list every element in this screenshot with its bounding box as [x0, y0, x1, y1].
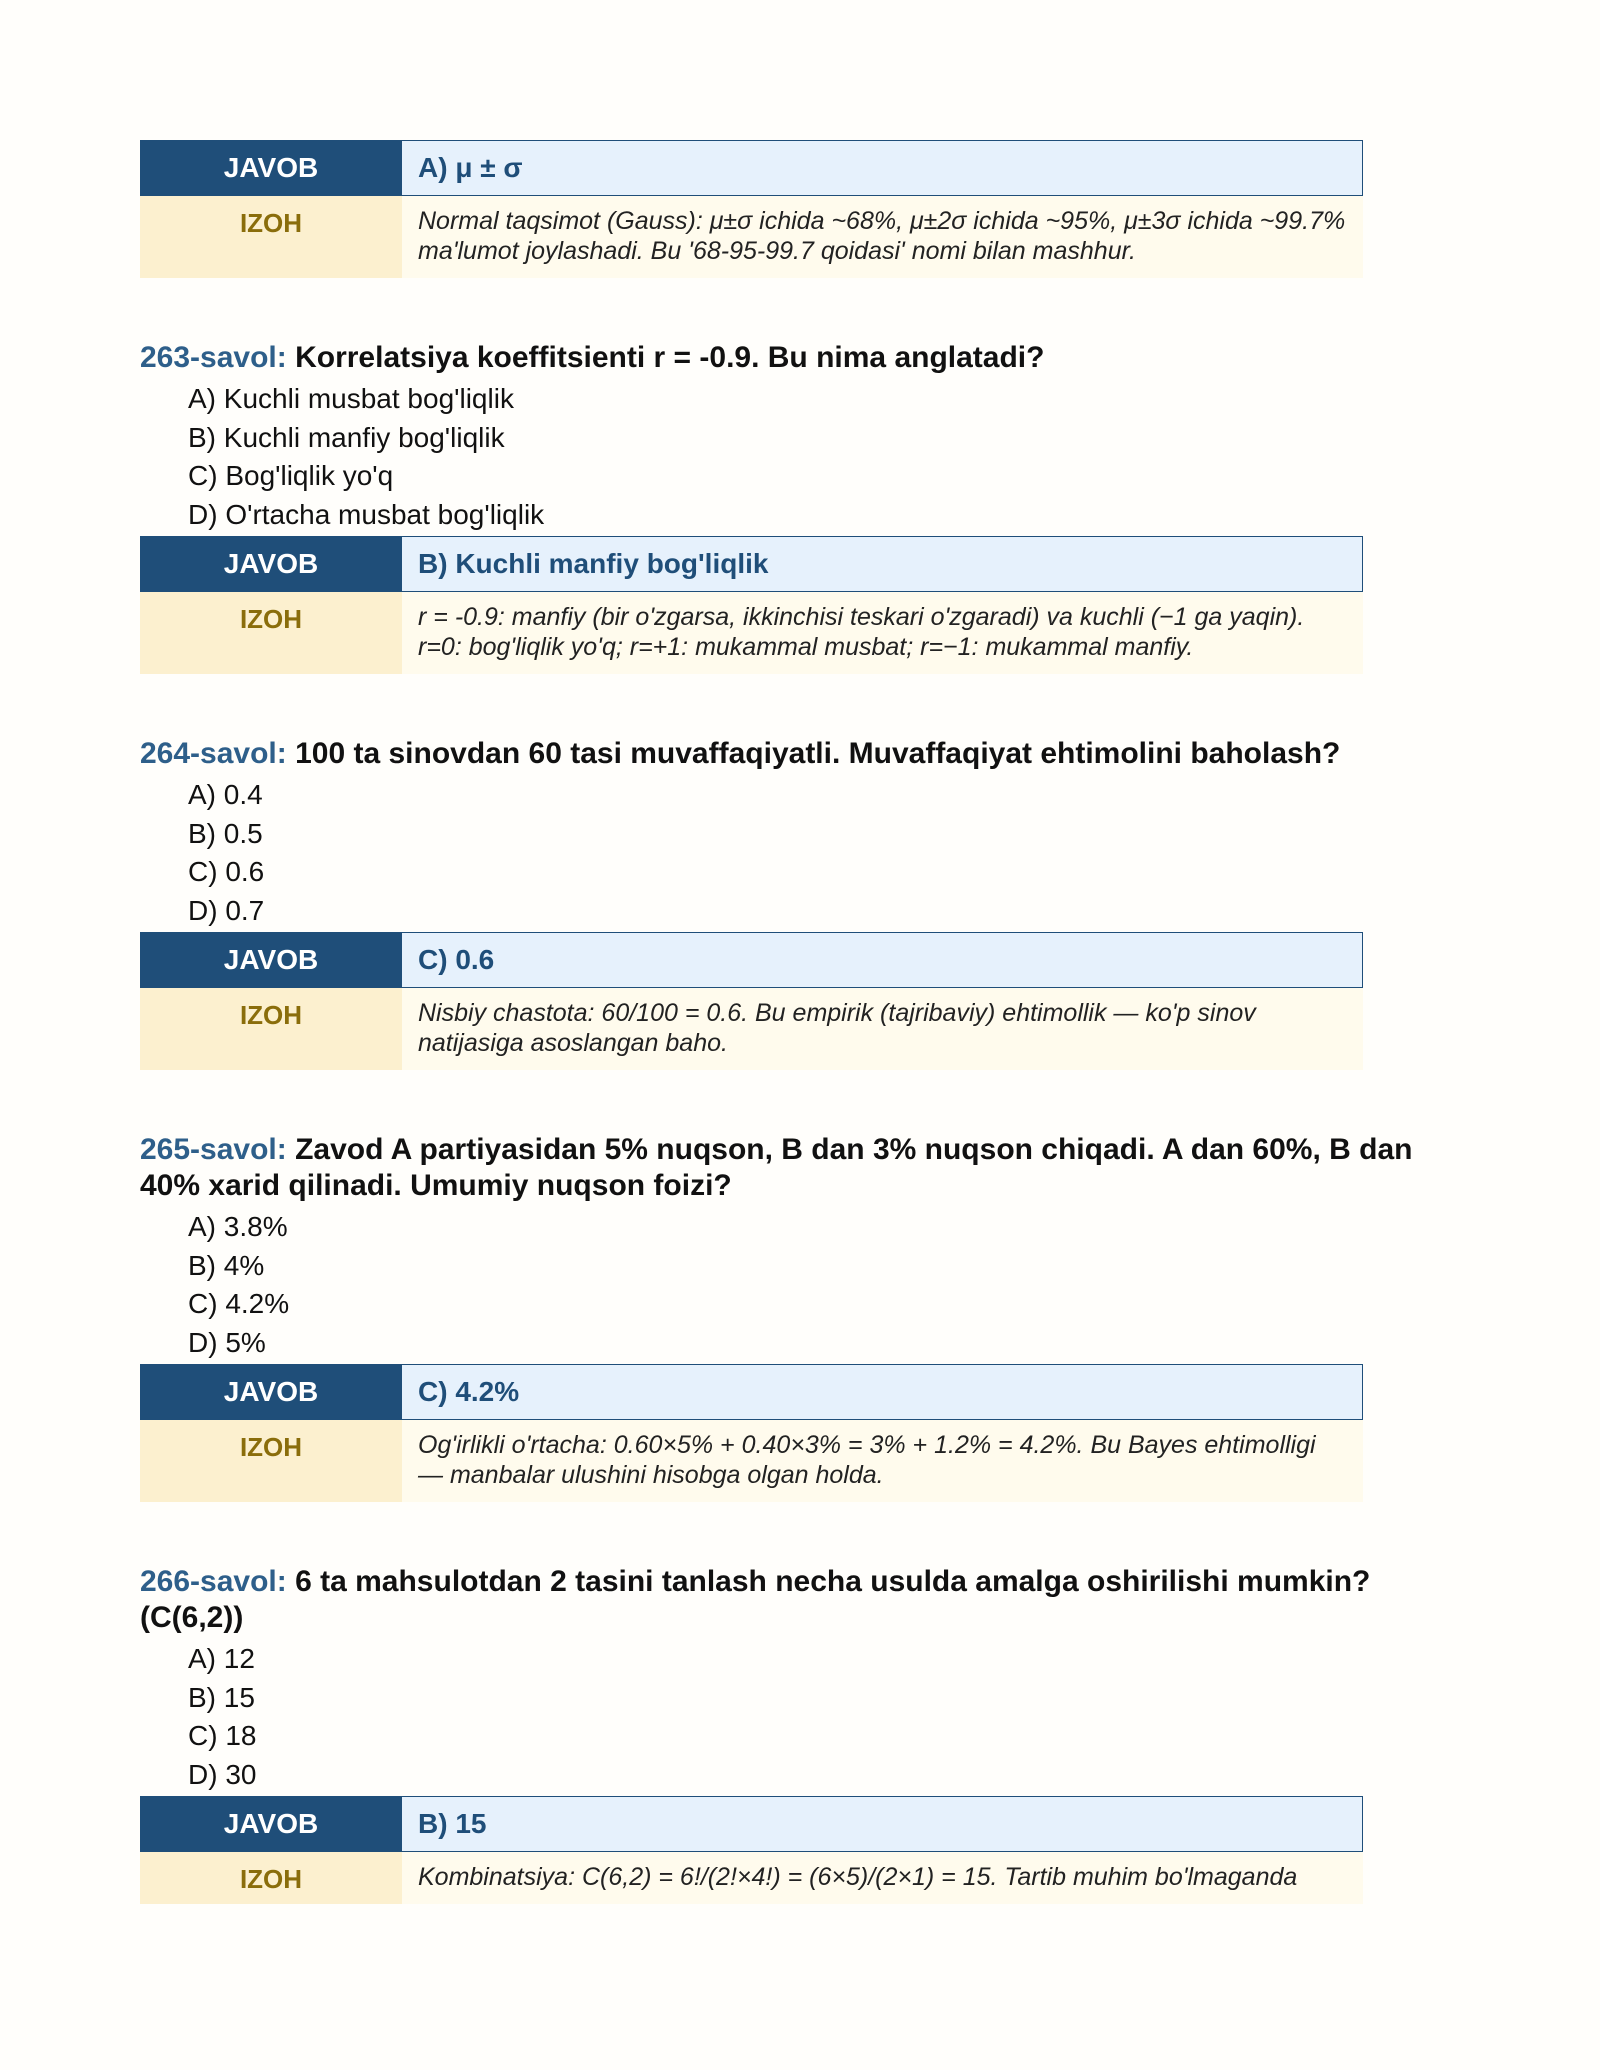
question-title	[140, 736, 1440, 772]
question-266	[140, 1564, 1440, 1904]
answer-table-262	[140, 140, 1363, 278]
answer-table	[140, 1364, 1363, 1502]
explanation-row	[140, 592, 1363, 674]
explanation-row	[140, 1420, 1363, 1502]
answer-row	[140, 536, 1363, 592]
question-number: 264-savol:	[140, 737, 287, 770]
options-list	[188, 1640, 1440, 1794]
option-a: A) 0.4	[188, 779, 263, 810]
answer-label: JAVOB	[140, 536, 402, 592]
question-title	[140, 1564, 1440, 1636]
option-a: A) 12	[188, 1643, 255, 1674]
answer-label: JAVOB	[140, 932, 402, 988]
question-number: 263-savol:	[140, 341, 287, 374]
question-text: Zavod A partiyasidan 5% nuqson, B dan 3% nuqson chiqadi. A dan 60%, B dan 40% xarid qilinadi. Umumiy nuqson foizi?	[140, 1133, 1413, 1202]
question-number: 265-savol:	[140, 1133, 287, 1166]
answer-label: JAVOB	[140, 1796, 402, 1852]
explanation-row	[140, 988, 1363, 1070]
answer-table	[140, 1796, 1363, 1904]
explanation-text: Normal taqsimot (Gauss): μ±σ ichida ~68%, μ±2σ ichida ~95%, μ±3σ ichida ~99.7% ma'lumot joylashadi. Bu '68-95-99.7 qoidasi' nomi bilan mashhur.	[402, 196, 1363, 278]
options-list	[188, 776, 1440, 930]
answer-value: B) 15	[402, 1796, 1363, 1852]
explanation-label: IZOH	[140, 196, 402, 278]
option-b: B) 0.5	[188, 817, 263, 849]
option-c: C) 4.2%	[188, 1288, 290, 1319]
explanation-label: IZOH	[140, 988, 402, 1070]
option-c: C) Bog'liqlik yo'q	[188, 460, 394, 491]
explanation-label: IZOH	[140, 1852, 402, 1904]
option-c: C) 18	[188, 1720, 257, 1751]
answer-row	[140, 932, 1363, 988]
explanation-row	[140, 1852, 1363, 1904]
option-d: D) 30	[188, 1758, 257, 1790]
answer-label: JAVOB	[140, 1364, 402, 1420]
option-a: A) Kuchli musbat bog'liqlik	[188, 383, 514, 414]
question-264	[140, 736, 1440, 1070]
answer-value: C) 0.6	[402, 932, 1363, 988]
explanation-text: Kombinatsiya: C(6,2) = 6!/(2!×4!) = (6×5)/(2×1) = 15. Tartib muhim bo'lmaganda	[402, 1852, 1363, 1904]
answer-row	[140, 1364, 1363, 1420]
question-265	[140, 1132, 1440, 1502]
explanation-text: Nisbiy chastota: 60/100 = 0.6. Bu empirik (tajribaviy) ehtimollik — ko'p sinov natijasiga asoslangan baho.	[402, 988, 1363, 1070]
explanation-label: IZOH	[140, 592, 402, 674]
option-a: A) 3.8%	[188, 1211, 288, 1242]
answer-value: A) μ ± σ	[402, 140, 1363, 196]
options-list	[188, 1208, 1440, 1362]
question-title	[140, 340, 1440, 376]
explanation-row	[140, 196, 1363, 278]
answer-table	[140, 932, 1363, 1070]
document-page	[140, 140, 1440, 1904]
option-b: B) Kuchli manfiy bog'liqlik	[188, 421, 505, 453]
answer-value: B) Kuchli manfiy bog'liqlik	[402, 536, 1363, 592]
answer-row	[140, 1796, 1363, 1852]
answer-label: JAVOB	[140, 140, 402, 196]
explanation-label: IZOH	[140, 1420, 402, 1502]
options-list	[188, 380, 1440, 534]
question-number: 266-savol:	[140, 1565, 287, 1598]
question-text: 100 ta sinovdan 60 tasi muvaffaqiyatli. Muvaffaqiyat ehtimolini baholash?	[295, 737, 1341, 770]
question-263	[140, 340, 1440, 674]
option-d: D) O'rtacha musbat bog'liqlik	[188, 498, 545, 530]
answer-table	[140, 536, 1363, 674]
option-d: D) 5%	[188, 1326, 266, 1358]
option-b: B) 4%	[188, 1249, 265, 1281]
answer-value: C) 4.2%	[402, 1364, 1363, 1420]
explanation-text: r = -0.9: manfiy (bir o'zgarsa, ikkinchisi teskari o'zgaradi) va kuchli (−1 ga yaqin). r=0: bog'liqlik yo'q; r=+1: mukammal musbat; r=−1: mukammal manfiy.	[402, 592, 1363, 674]
option-b: B) 15	[188, 1681, 255, 1713]
option-d: D) 0.7	[188, 894, 265, 926]
explanation-text: Og'irlikli o'rtacha: 0.60×5% + 0.40×3% = 3% + 1.2% = 4.2%. Bu Bayes ehtimolligi — manbalar ulushini hisobga olgan holda.	[402, 1420, 1363, 1502]
answer-row	[140, 140, 1363, 196]
question-text: Korrelatsiya koeffitsienti r = -0.9. Bu nima anglatadi?	[295, 341, 1045, 374]
question-text: 6 ta mahsulotdan 2 tasini tanlash necha usulda amalga oshirilishi mumkin? (C(6,2))	[140, 1565, 1371, 1634]
option-c: C) 0.6	[188, 856, 265, 887]
question-title	[140, 1132, 1440, 1204]
